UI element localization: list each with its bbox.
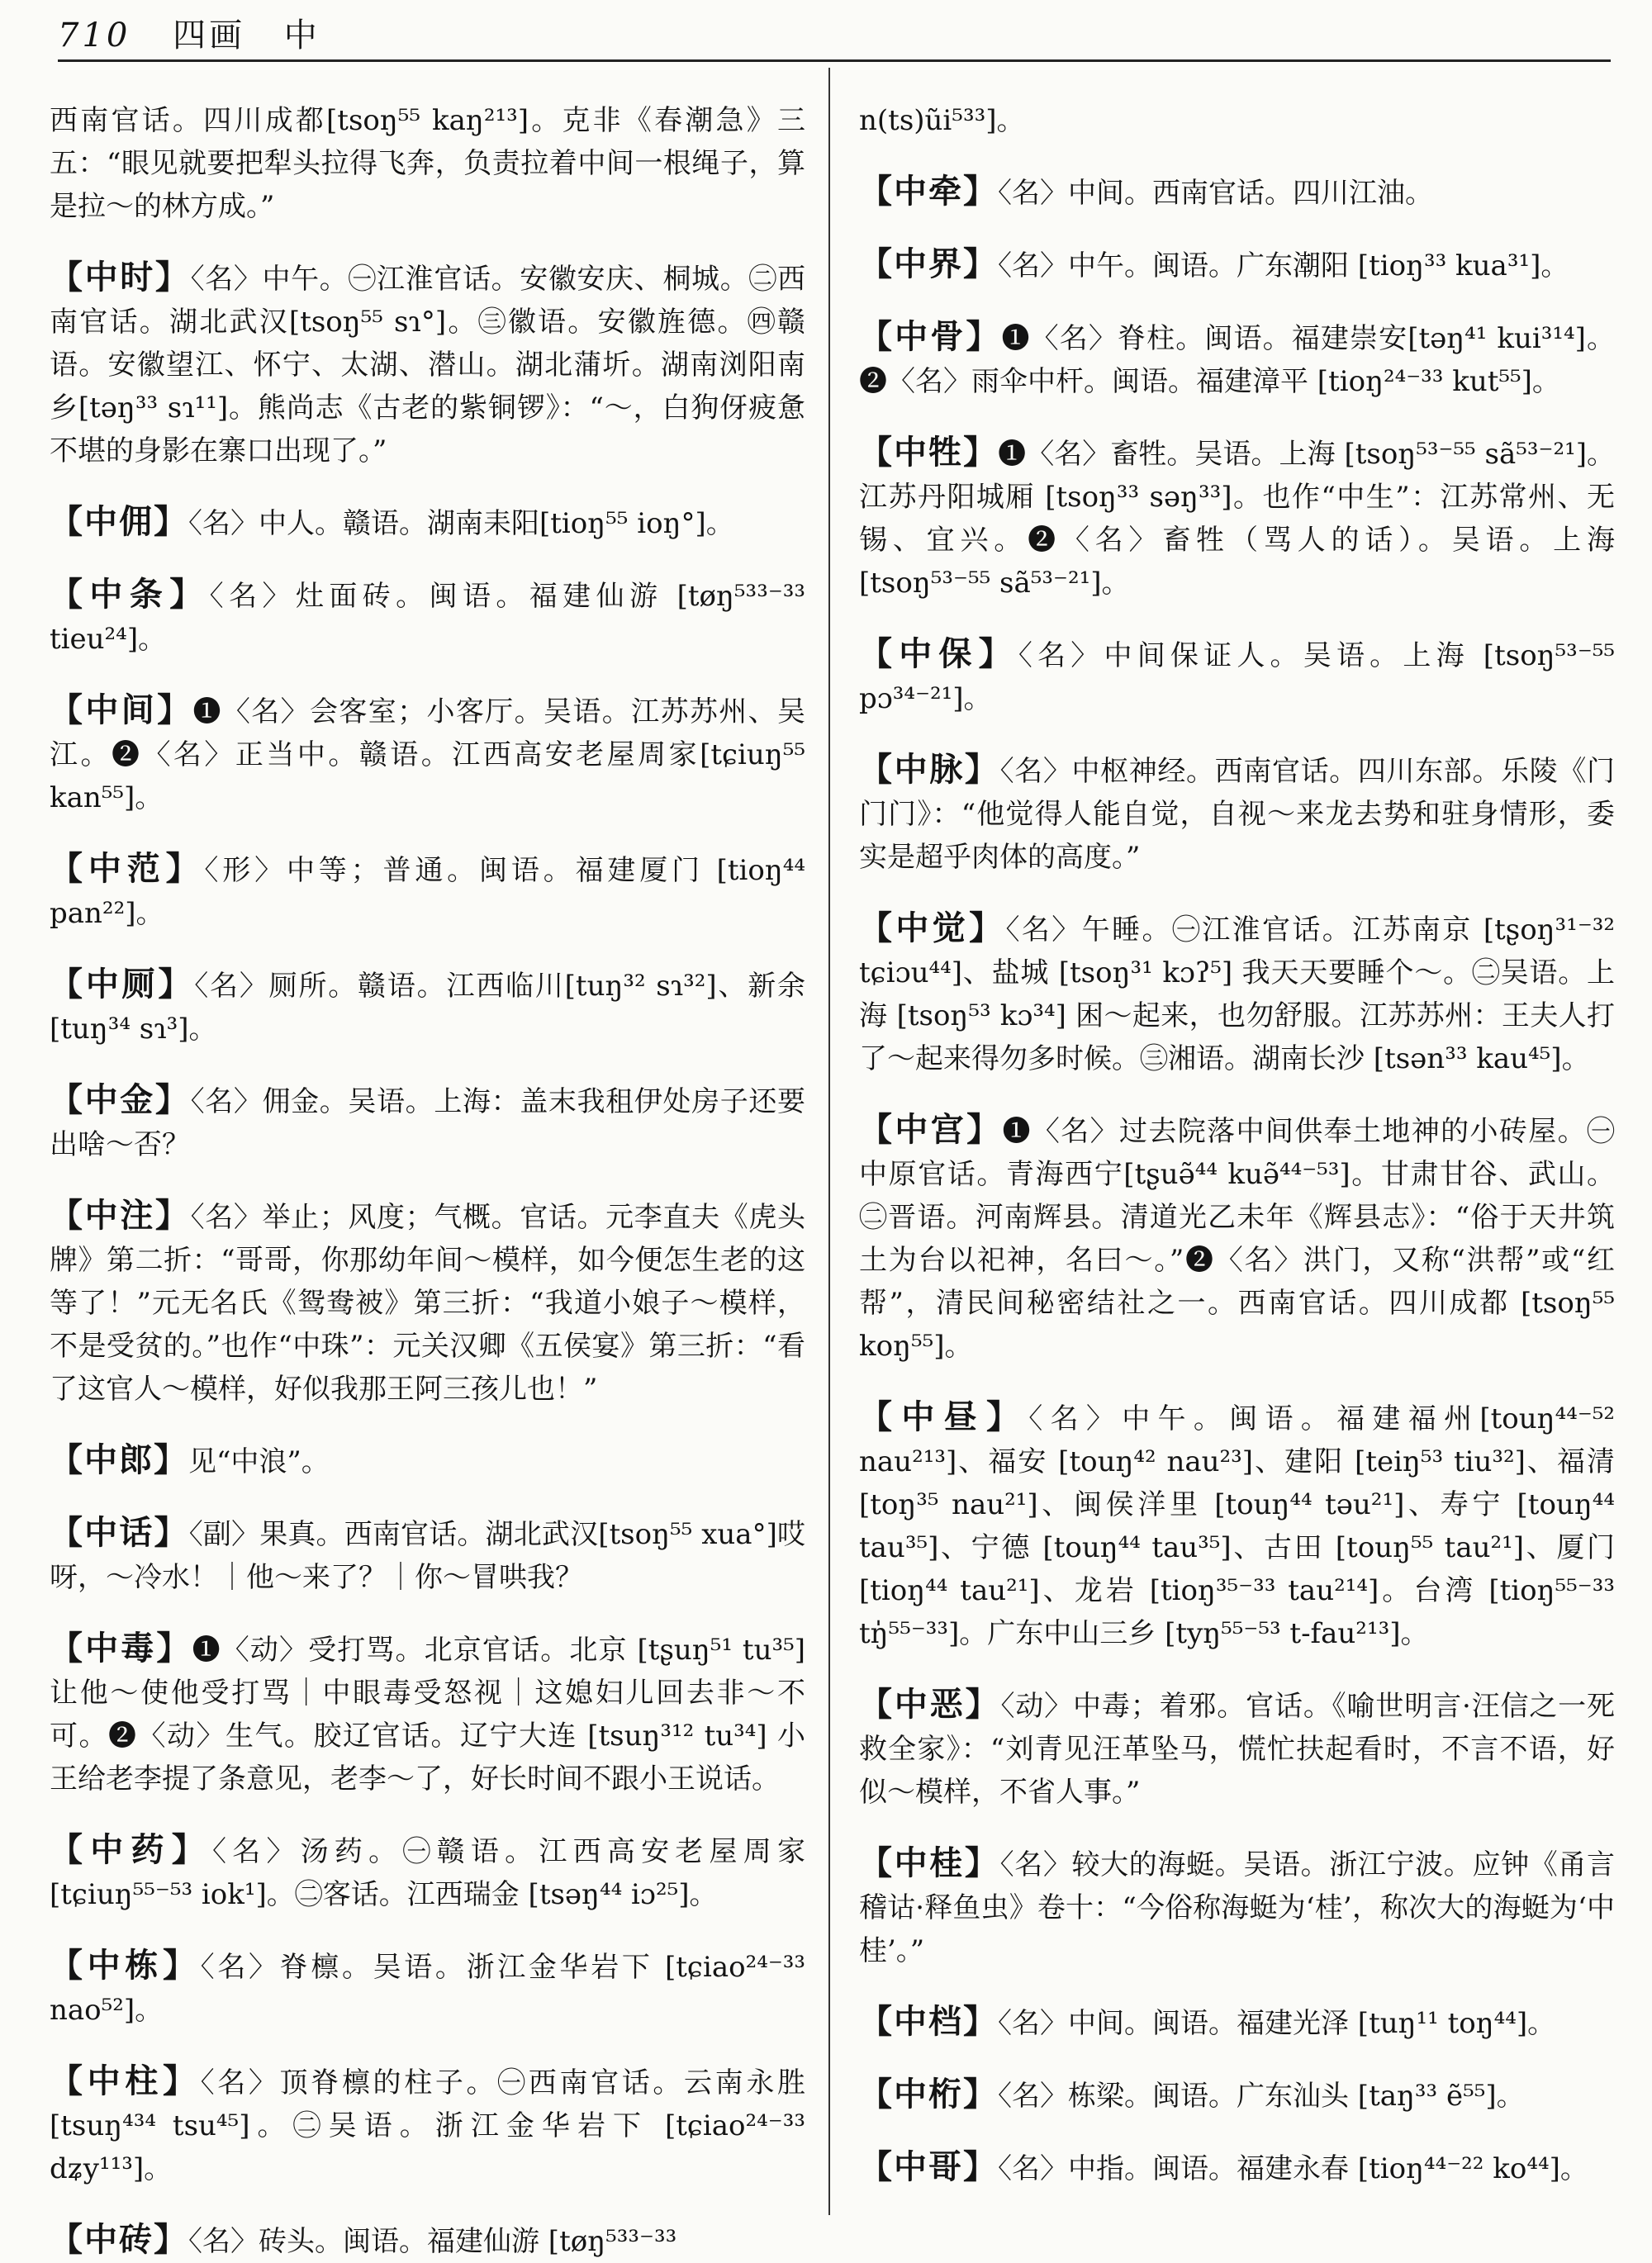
entry-definition: ❶〈名〉会客室；小客厅。吴语。江苏苏州、吴江。❷〈名〉正当中。赣语。江西高安老屋周家[tɕiuŋ⁵⁵ kan⁵⁵]。	[50, 695, 805, 814]
dictionary-entry	[50, 1194, 805, 1411]
entry-headword: 【中栋】	[50, 1946, 201, 1985]
header-character: 中	[283, 17, 320, 55]
entry-headword: 【中界】	[859, 244, 998, 283]
entry-headword: 【中话】	[50, 1513, 189, 1552]
entry-definition: 〈名〉中间保证人。吴语。上海 [tsoŋ⁵³⁻⁵⁵ pɔ³⁴⁻²¹]。	[859, 639, 1616, 715]
entry-headword: 【中牵】	[859, 172, 998, 211]
dictionary-entry	[50, 1627, 805, 1800]
entry-headword: 【中厕】	[50, 965, 195, 1003]
entry-definition: ❶〈名〉畜牲。吴语。上海 [tsoŋ⁵³⁻⁵⁵ sã⁵³⁻²¹]。江苏丹阳城厢 [tsoŋ³³ səŋ³³]。也作“中生”：江苏常州、无锡、宜兴。❷〈名〉畜牲（骂人的话）。吴语。上海 [tsoŋ⁵³⁻⁵⁵ sã⁵³⁻²¹]。	[859, 438, 1616, 600]
entry-definition: 〈名〉中间。西南官话。四川江油。	[998, 177, 1433, 210]
header-rule	[58, 59, 1611, 62]
entry-headword: 【中佣】	[50, 502, 188, 541]
dictionary-entry	[859, 1396, 1615, 1655]
entry-headword: 【中牲】	[859, 433, 999, 472]
entry-definition: 〈名〉厕所。赣语。江西临川[tuŋ³² sɿ³²]、新余[tuŋ³⁴ sɿ³]。	[50, 970, 806, 1046]
entry-headword: 【中骨】	[859, 317, 1002, 356]
dictionary-entry	[859, 431, 1615, 605]
dictionary-entry	[50, 847, 805, 935]
entry-definition: 〈名〉中午。闽语。广东潮阳 [tioŋ³³ kua³¹]。	[998, 249, 1569, 282]
dictionary-entry	[50, 501, 805, 545]
entry-headword: 【中郎】	[50, 1440, 188, 1479]
entry-definition: ❶〈名〉过去院落中间供奉土地神的小砖屋。㊀中原官话。青海西宁[tʂuə̃⁴⁴ kuə̃⁴⁴⁻⁵³]。甘肃甘谷、武山。㊁晋语。河南辉县。清道光乙未年《辉县志》：“俗于天井筑土为台以祀神，名曰～。”❷〈名〉洪门，又称“洪帮”或“红帮”，清民间秘密结社之一。西南官话。四川成都 [tsoŋ⁵⁵ koŋ⁵⁵]。	[859, 1115, 1615, 1363]
entry-definition: ❶〈名〉脊柱。闽语。福建崇安[təŋ⁴¹ kui³¹⁴]。❷〈名〉雨伞中杆。闽语。福建漳平 [tioŋ²⁴⁻³³ kut⁵⁵]。	[859, 322, 1616, 398]
dictionary-entry	[50, 1944, 805, 2032]
entry-definition: 〈名〉中人。赣语。湖南耒阳[tioŋ⁵⁵ ioŋ°]。	[188, 507, 734, 540]
entry-definition: 〈名〉午睡。㊀江淮官话。江苏南京 [tʂoŋ³¹⁻³² tɕiɔu⁴⁴]、盐城 [tsoŋ³¹ kɔʔ⁵] 我天天要睡个～。㊁吴语。上海 [tsoŋ⁵³ kɔ³⁴] 困～起来，也勿舒服。江苏苏州：王夫人打了～起来得勿多时候。㊂湘语。湖南长沙 [tsən³³ kau⁴⁵]。	[859, 913, 1616, 1075]
page-header	[58, 15, 1611, 56]
dictionary-entry	[859, 907, 1615, 1080]
entry-definition: 〈名〉较大的海蜓。吴语。浙江宁波。应钟《甬言稽诂·释鱼虫》卷十：“今俗称海蜓为‘桂’，称次大的海蜓为‘中桂’。”	[859, 1848, 1616, 1967]
entry-headword: 【中间】	[50, 690, 193, 729]
entry-definition: 〈名〉栋梁。闽语。广东汕头 [taŋ³³ ẽ⁵⁵]。	[998, 2080, 1525, 2113]
entry-definition: 〈名〉佣金。吴语。上海：盖末我租伊处房子还要出啥～否？	[50, 1085, 806, 1161]
entry-definition: n(ts)ũi⁵³³]。	[859, 104, 1025, 137]
entry-headword: 【中柱】	[50, 2061, 201, 2100]
entry-headword: 【中注】	[50, 1196, 191, 1235]
dictionary-entry	[859, 1842, 1615, 1972]
dictionary-entry	[50, 1511, 805, 1599]
dictionary-entry	[859, 315, 1615, 403]
dictionary-entry	[50, 256, 805, 472]
dictionary-entry	[859, 633, 1615, 720]
entry-headword: 【中桂】	[859, 1843, 1000, 1882]
column-divider	[828, 68, 830, 2215]
entry-headword: 【中时】	[50, 258, 191, 297]
entry-headword: 【中觉】	[859, 909, 1006, 947]
entry-definition: 〈名〉中指。闽语。福建永春 [tioŋ⁴⁴⁻²² ko⁴⁴]。	[998, 2152, 1588, 2185]
entry-headword: 【中宫】	[859, 1110, 1003, 1149]
entry-definition: 〈名〉灶面砖。闽语。福建仙游 [tøŋ⁵³³⁻³³ tieu²⁴]。	[50, 580, 806, 656]
entry-headword: 【中桁】	[859, 2075, 998, 2114]
dictionary-entry	[50, 1439, 805, 1483]
entry-headword: 【中恶】	[859, 1685, 1001, 1724]
entry-headword: 【中条】	[50, 575, 210, 614]
entry-headword: 【中毒】	[50, 1629, 192, 1668]
dictionary-entry	[859, 748, 1615, 879]
dictionary-entry	[50, 963, 805, 1051]
entry-definition: ❶〈动〉受打骂。北京官话。北京 [tʂuŋ⁵¹ tu³⁵] 让他～使他受打骂｜中眼毒受怒视｜这媳妇儿回去非～不可。❷〈动〉生气。胶辽官话。辽宁大连 [tsuŋ³¹² tu³⁴] 小王给老李提了条意见，老李～了，好长时间不跟小王说话。	[50, 1634, 806, 1796]
dictionary-entry	[50, 2060, 805, 2190]
right-column	[859, 71, 1615, 2218]
dictionary-entry	[859, 1108, 1615, 1368]
entry-headword: 【中昼】	[859, 1397, 1029, 1436]
dictionary-entry	[50, 689, 805, 819]
dictionary-entry	[859, 2000, 1615, 2045]
entry-definition: 〈名〉顶脊檩的柱子。㊀西南官话。云南永胜 [tsuŋ⁴³⁴ tsu⁴⁵]。㊁吴语。浙江金华岩下 [tɕiao²⁴⁻³³ dʑy¹¹³]。	[50, 2066, 806, 2185]
entry-definition: 〈形〉中等；普通。闽语。福建厦门 [tioŋ⁴⁴ pan²²]。	[50, 854, 806, 930]
dictionary-entry	[50, 1079, 805, 1166]
entry-definition: 见“中浪”。	[188, 1445, 330, 1478]
dictionary-entry	[50, 99, 805, 228]
entry-headword: 【中金】	[50, 1080, 191, 1119]
entry-definition: 〈名〉中午。㊀江淮官话。安徽安庆、桐城。㊁西南官话。湖北武汉[tsoŋ⁵⁵ sɿ°]。㊂徽语。安徽旌德。㊃赣语。安徽望江、怀宁、太湖、潜山。湖北蒲圻。湖南浏阳南乡[təŋ³³ sɿ¹¹]。熊尚志《古老的紫铜锣》：“～，白狗伢疲惫不堪的身影在寨口出现了。”	[50, 263, 806, 467]
entry-definition: 西南官话。四川成都[tsoŋ⁵⁵ kaŋ²¹³]。克非《春潮急》三五：“眼见就要把犁头拉得飞奔，负责拉着中间一根绳子，算是拉～的林方成。”	[50, 104, 805, 223]
dictionary-entry	[859, 1683, 1615, 1814]
entry-headword: 【中保】	[859, 634, 1018, 673]
dictionary-entry	[859, 2146, 1615, 2190]
dictionary-entry	[859, 243, 1615, 287]
entry-definition: 〈动〉中毒；着邪。官话。《喻世明言·汪信之一死救全家》：“刘青见汪革坠马，慌忙扶起看时，不言不语，好似～模样，不省人事。”	[859, 1690, 1616, 1809]
page-number: 710	[58, 17, 131, 55]
entry-definition: 〈名〉中午。闽语。福建福州[touŋ⁴⁴⁻⁵² nau²¹³]、福安 [touŋ⁴² nau²³]、建阳 [teiŋ⁵³ tiu³²]、福清 [toŋ³⁵ nau²¹]、闽侯洋里 [touŋ⁴⁴ təu²¹]、寿宁 [touŋ⁴⁴ tau³⁵]、宁德 [touŋ⁴⁴ tau³⁵]、古田 [touŋ⁵⁵ tau²¹]、厦门 [tioŋ⁴⁴ tau²¹]、龙岩 [tioŋ³⁵⁻³³ tau²¹⁴]。台湾 [tioŋ⁵⁵⁻³³ tŋ̍⁵⁵⁻³³]。广东中山三乡 [tyŋ⁵⁵⁻⁵³ t-fau²¹³]。	[859, 1402, 1616, 1650]
entry-headword: 【中档】	[859, 2002, 998, 2041]
entry-headword: 【中范】	[50, 849, 205, 888]
dictionary-entry	[50, 573, 805, 661]
entry-headword: 【中哥】	[859, 2147, 998, 2186]
stroke-count: 四画	[173, 17, 246, 55]
entry-definition: 〈名〉中枢神经。西南官话。四川东部。乐陵《门门门》：“他觉得人能自觉，自视～来龙去势和驻身情形，委实是超乎肉体的高度。”	[859, 755, 1616, 874]
dictionary-entry	[859, 2073, 1615, 2118]
entry-headword: 【中药】	[50, 1830, 212, 1869]
entry-headword: 【中脉】	[859, 750, 1000, 789]
dictionary-entry	[50, 2218, 805, 2263]
entry-definition: 〈名〉砖头。闽语。福建仙游 [tøŋ⁵³³⁻³³	[188, 2225, 677, 2258]
dictionary-entry	[859, 170, 1615, 215]
entry-definition: 〈副〉果真。西南官话。湖北武汉[tsoŋ⁵⁵ xua°]哎呀，～冷水！｜他～来了？｜你～冒哄我？	[50, 1518, 806, 1594]
entry-definition: 〈名〉汤药。㊀赣语。江西高安老屋周家 [tɕiuŋ⁵⁵⁻⁵³ iok¹]。㊁客话。江西瑞金 [tsəŋ⁴⁴ iɔ²⁵]。	[50, 1835, 806, 1911]
dictionary-entry	[50, 1829, 805, 1916]
left-column	[50, 71, 806, 2259]
entry-definition: 〈名〉举止；风度；气概。官话。元李直夫《虎头牌》第二折：“哥哥，你那幼年间～模样，如今便怎生老的这等了！”元无名氏《鸳鸯被》第三折：“我道小娘子～模样，不是受贫的。”也作“中珠”：元关汉卿《五侯宴》第三折：“看了这官人～模样，好似我那王阿三孩儿也！”	[50, 1201, 806, 1406]
entry-definition: 〈名〉脊檩。吴语。浙江金华岩下 [tɕiao²⁴⁻³³ nao⁵²]。	[50, 1951, 806, 2027]
dictionary-entry	[859, 99, 1615, 142]
entry-headword: 【中砖】	[50, 2220, 188, 2259]
entry-definition: 〈名〉中间。闽语。福建光泽 [tuŋ¹¹ toŋ⁴⁴]。	[998, 2007, 1556, 2040]
